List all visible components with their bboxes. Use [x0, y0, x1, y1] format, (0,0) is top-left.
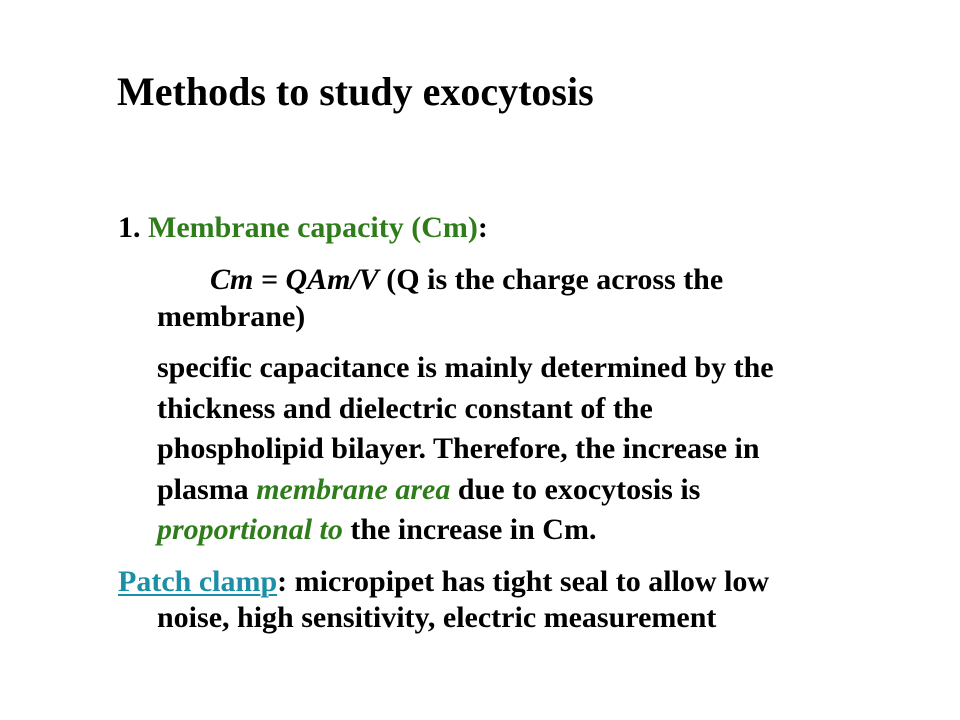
explanation-plain: due to exocytosis is	[450, 473, 701, 506]
patch-clamp-line-2: noise, high sensitivity, electric measurement	[157, 601, 717, 634]
formula-note: (Q is the charge across the	[378, 263, 724, 296]
emphasis-membrane-area: membrane area	[256, 473, 451, 506]
formula-equation: Cm = QAm/V	[210, 263, 379, 296]
emphasis-proportional: proportional to	[157, 513, 343, 546]
formula-line	[210, 260, 723, 300]
patch-clamp-link[interactable]: Patch clamp	[118, 565, 278, 598]
patch-clamp-description: : micropipet has tight seal to allow low	[277, 565, 770, 598]
explanation-line-3: phospholipid bilayer. Therefore, the increase in	[157, 432, 760, 465]
section-term: Membrane capacity (Cm)	[148, 211, 478, 244]
explanation-line-1: specific capacitance is mainly determined by the	[157, 351, 774, 384]
explanation-line-5	[157, 510, 596, 550]
explanation-plain: the increase in Cm.	[342, 513, 597, 546]
formula-note-continued: membrane)	[157, 300, 306, 333]
patch-clamp-line-1	[118, 562, 769, 602]
section-heading	[118, 208, 488, 248]
section-colon: :	[477, 211, 488, 244]
explanation-plain: plasma	[157, 473, 257, 506]
explanation-line-4	[157, 470, 700, 510]
slide-title: Methods to study exocytosis	[117, 69, 594, 114]
section-number: 1.	[118, 211, 141, 244]
explanation-line-2: thickness and dielectric constant of the	[157, 392, 653, 425]
